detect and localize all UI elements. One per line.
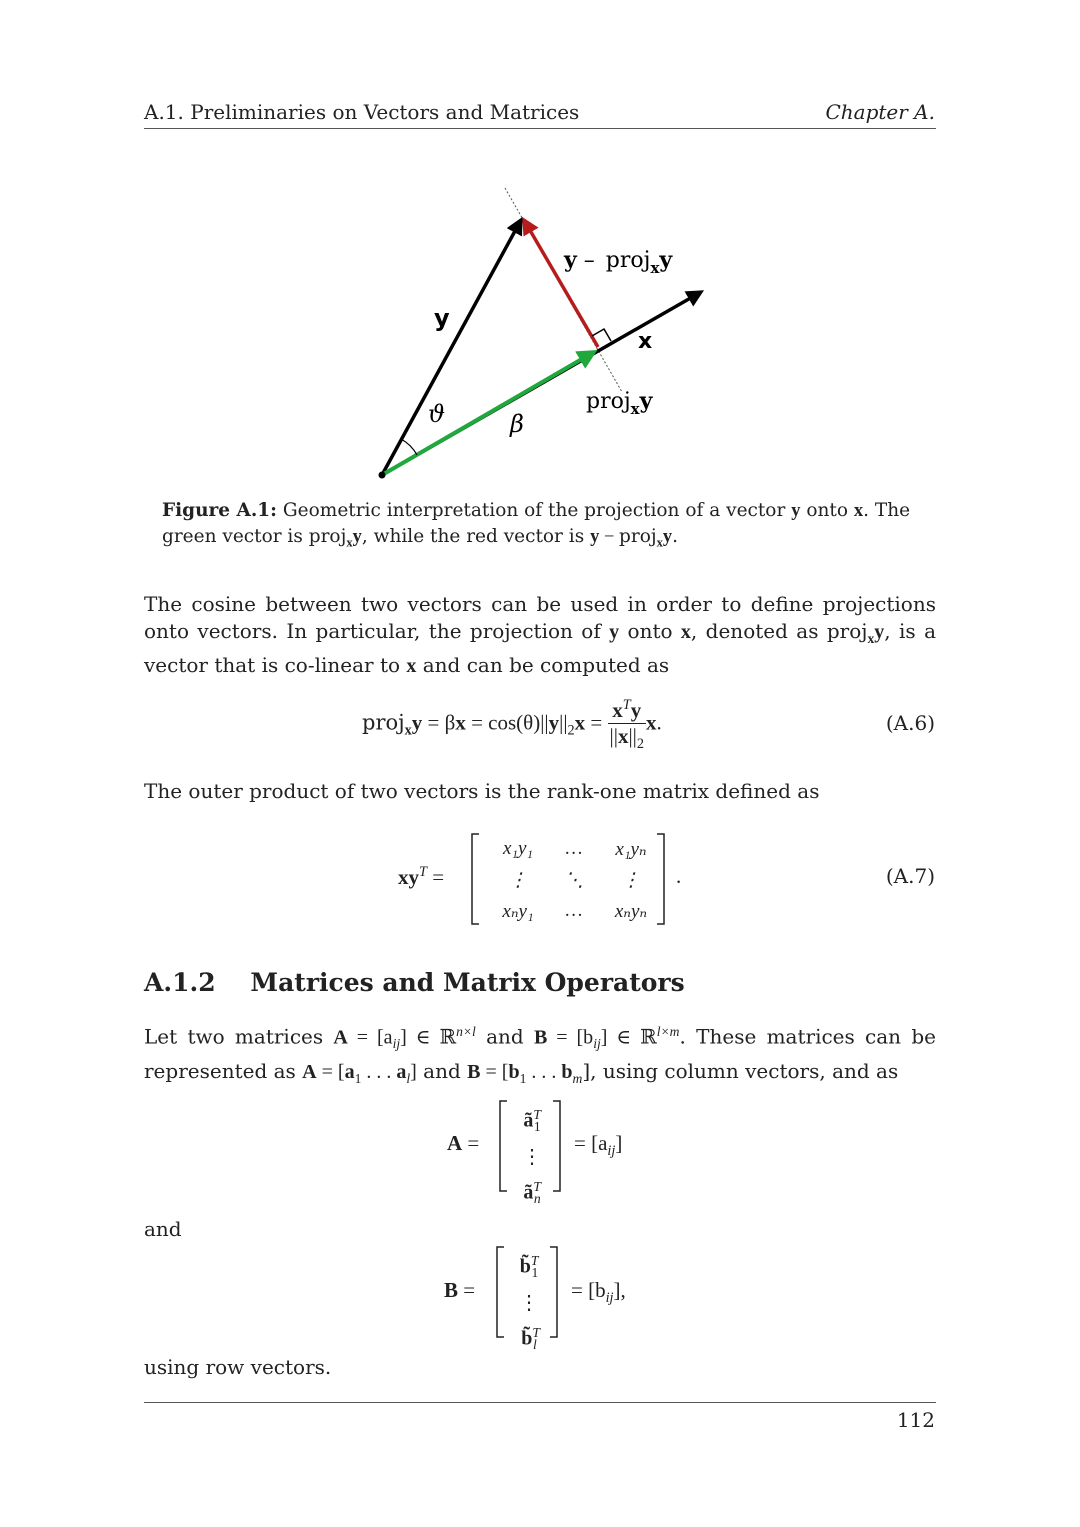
paragraph-matrices: Let two matrices $A = [a_{ij}]$ ∈ ℝ$^{n\times l}$ and $B = [b_{ij}]$ ∈ ℝ$^{l\times m}$. These matrices can be represented as $A = [a_1$ . . . $a_l$] and $B = [b_1$ . . . $b_m$], using column vectors, and as <box>144 1024 936 1086</box>
label-residual: y – proj$_x$y <box>564 247 673 277</box>
matrix-row: b̃$^T_l$ <box>521 1325 540 1353</box>
header-rule <box>144 128 936 129</box>
matrix-cell: … <box>565 900 583 921</box>
matrix-row: ⋮ <box>519 1292 539 1315</box>
connective-and: and <box>144 1217 182 1241</box>
equation-a6: proj$_x$y = $\beta x = \cos(\theta)||y||_2x$ = $\frac{x^Ty}{||x||_2}$ x. <box>362 697 662 752</box>
footer-rule <box>144 1402 936 1403</box>
caption-label: Figure A.1: <box>162 500 278 521</box>
figure-caption: Figure A.1: Geometric interpretation of the projection of a vector y onto x. The green vector is proj$_x$y, while the red vector is y − proj$_x$y. <box>162 500 911 550</box>
equation-number-a6: (A.6) <box>885 711 935 735</box>
label-x: x <box>638 329 653 354</box>
matrix-cell: ⋮ <box>508 870 528 891</box>
matrix-A <box>512 1100 552 1214</box>
residual-vector <box>524 220 598 347</box>
equation-B-lhs: B = <box>444 1278 476 1302</box>
equation-number-a7: (A.7) <box>885 864 935 888</box>
origin-point <box>379 472 386 479</box>
label-beta: β <box>510 410 524 438</box>
equation-B-rhs: = $[b_{ij}]$, <box>571 1278 626 1306</box>
label-y: y <box>434 304 450 332</box>
matrix-cell: ⋮ <box>621 870 641 891</box>
running-header-section: A.1. Preliminaries on Vectors and Matrices <box>144 100 580 124</box>
matrix-cell: ⋱ <box>564 870 584 891</box>
matrix-row: $ã^T_n$ <box>523 1179 541 1207</box>
matrix-a7 <box>490 838 660 923</box>
matrix-B <box>509 1246 549 1360</box>
matrix-cell: x₁yₙ <box>615 839 647 860</box>
equation-A-rhs: = $[a_{ij}]$ <box>574 1131 623 1159</box>
fraction: $\frac{x^Ty}{||x||_2}$ <box>609 697 644 752</box>
matrix-row: $ã^T_1$ <box>523 1107 541 1135</box>
label-projection: proj$_x$y <box>586 388 653 418</box>
equation-A-lhs: A = <box>447 1131 480 1155</box>
section-heading: A.1.2 Matrices and Matrix Operators <box>144 968 685 997</box>
running-header-chapter: Chapter A. <box>825 100 935 124</box>
paragraph-outer-product: The outer product of two vectors is the rank-one matrix defined as <box>144 779 820 803</box>
matrix-row: b̃$^T_1$ <box>519 1253 539 1281</box>
matrix-row: ⋮ <box>522 1146 542 1169</box>
page-number: 112 <box>896 1408 935 1432</box>
paragraph-row-vectors: using row vectors. <box>144 1355 332 1379</box>
matrix-cell: … <box>565 838 583 859</box>
paragraph-projection: The cosine between two vectors can be used in order to define projections onto vectors. In particular, the projection of y onto x, denoted as proj$_x$y, is a vector that is co-linear to x and can be computed as <box>144 592 936 677</box>
equation-a7-period: . <box>676 864 682 888</box>
label-theta: ϑ <box>428 400 446 428</box>
projection-figure <box>144 170 936 490</box>
matrix-cell: xₙyₙ <box>614 901 648 922</box>
equation-a7-lhs: $xy^T$ = <box>398 864 445 889</box>
matrix-cell: x₁y₁ <box>502 838 534 859</box>
matrix-cell: xₙy₁ <box>502 901 534 922</box>
angle-arc <box>401 439 417 455</box>
